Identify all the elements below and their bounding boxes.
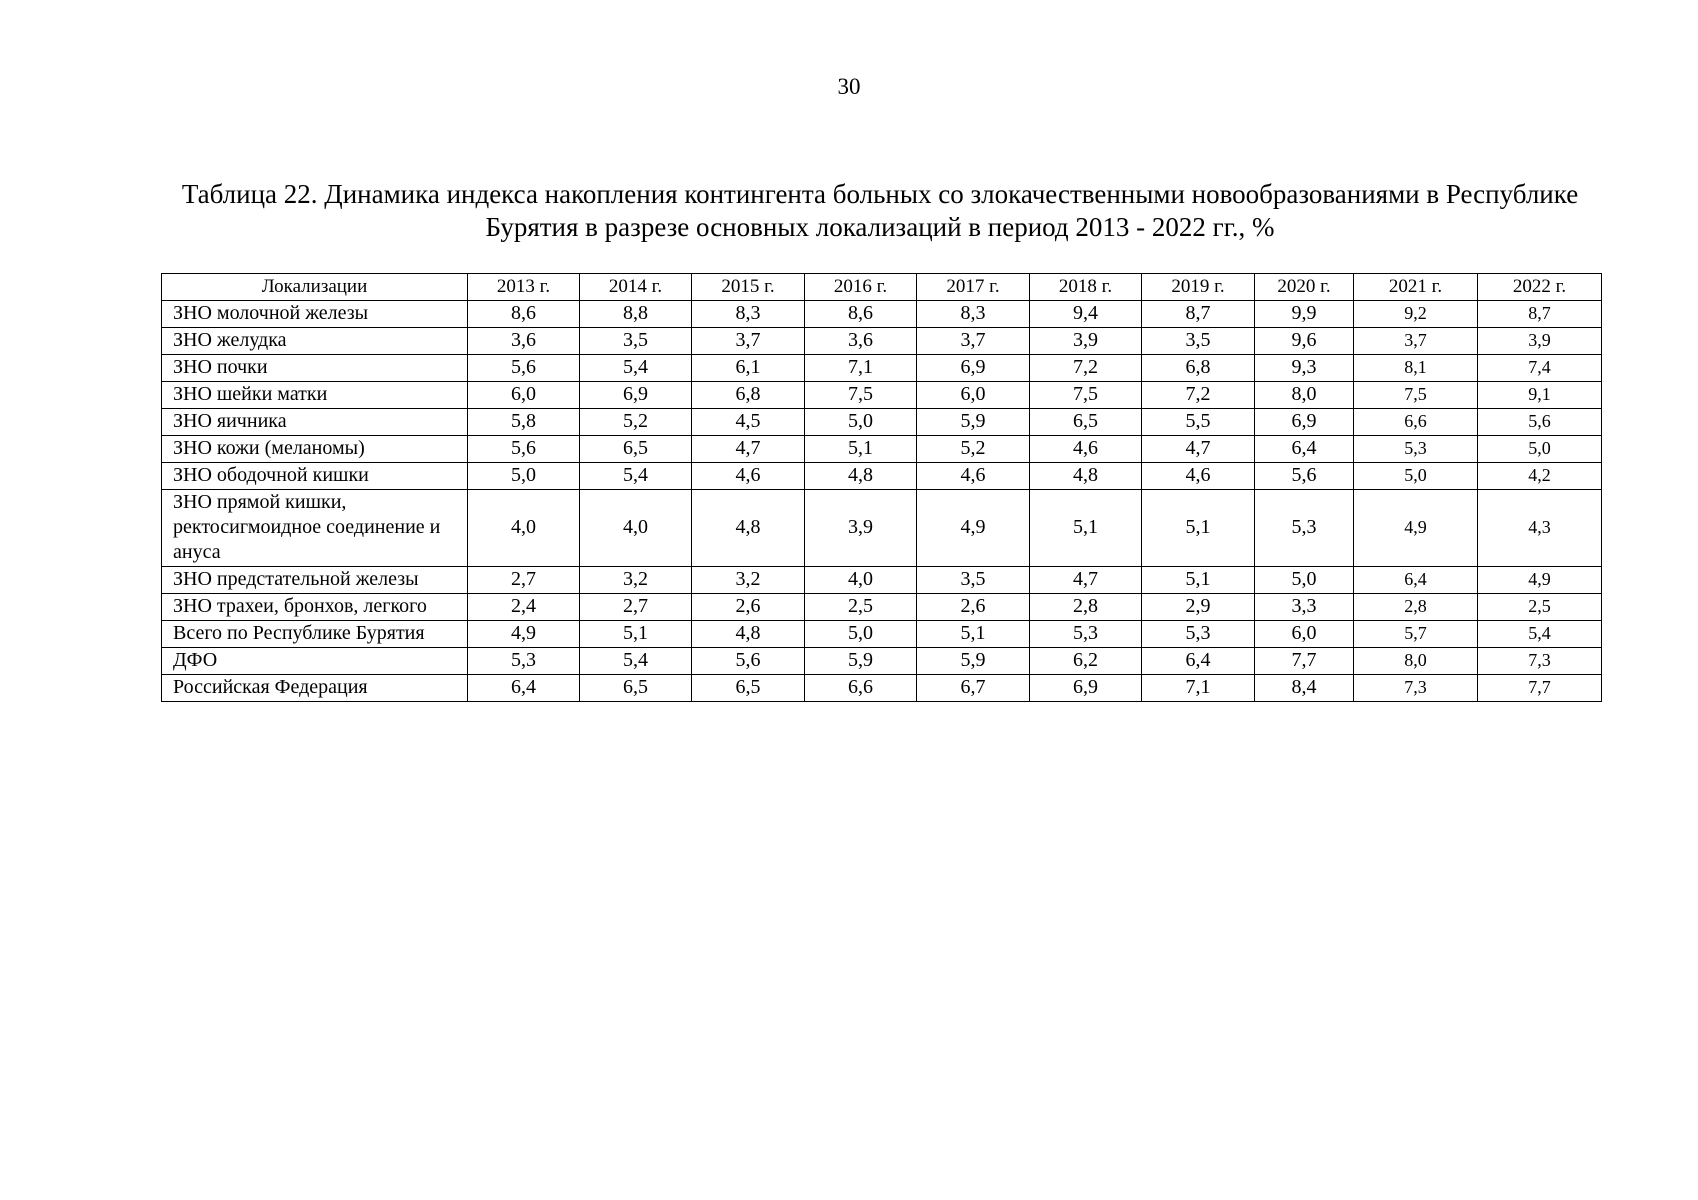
value-cell: 7,2 xyxy=(1030,355,1142,382)
value-cell: 5,6 xyxy=(468,355,580,382)
header-cell: 2019 г. xyxy=(1142,274,1255,301)
value-cell: 5,4 xyxy=(1478,621,1602,648)
value-cell: 9,3 xyxy=(1255,355,1354,382)
header-cell: 2018 г. xyxy=(1030,274,1142,301)
value-cell: 5,0 xyxy=(468,463,580,490)
value-cell: 3,9 xyxy=(1478,328,1602,355)
value-cell: 5,2 xyxy=(580,409,692,436)
value-cell: 3,7 xyxy=(917,328,1030,355)
value-cell: 3,3 xyxy=(1255,594,1354,621)
value-cell: 5,3 xyxy=(468,648,580,675)
value-cell: 8,7 xyxy=(1142,301,1255,328)
value-cell: 6,9 xyxy=(917,355,1030,382)
table-row xyxy=(162,301,1602,328)
value-cell: 6,5 xyxy=(580,675,692,702)
value-cell: 5,9 xyxy=(917,648,1030,675)
value-cell: 6,2 xyxy=(1030,648,1142,675)
value-cell: 6,0 xyxy=(468,382,580,409)
table-row xyxy=(162,328,1602,355)
value-cell: 2,9 xyxy=(1142,594,1255,621)
table-header-row xyxy=(162,274,1602,301)
value-cell: 7,4 xyxy=(1478,355,1602,382)
value-cell: 2,6 xyxy=(917,594,1030,621)
table-row xyxy=(162,409,1602,436)
value-cell: 4,6 xyxy=(917,463,1030,490)
value-cell: 5,4 xyxy=(580,463,692,490)
value-cell: 4,8 xyxy=(1030,463,1142,490)
value-cell: 4,6 xyxy=(692,463,805,490)
value-cell: 2,5 xyxy=(1478,594,1602,621)
value-cell: 6,0 xyxy=(917,382,1030,409)
value-cell: 6,4 xyxy=(468,675,580,702)
row-label: ЗНО ободочной кишки xyxy=(162,463,468,490)
value-cell: 6,4 xyxy=(1354,567,1478,594)
value-cell: 2,4 xyxy=(468,594,580,621)
value-cell: 6,6 xyxy=(1354,409,1478,436)
header-cell: 2015 г. xyxy=(692,274,805,301)
value-cell: 8,7 xyxy=(1478,301,1602,328)
data-table xyxy=(161,273,1602,702)
value-cell: 4,7 xyxy=(692,436,805,463)
value-cell: 4,9 xyxy=(468,621,580,648)
value-cell: 7,7 xyxy=(1478,675,1602,702)
header-cell: 2016 г. xyxy=(805,274,917,301)
value-cell: 5,2 xyxy=(917,436,1030,463)
row-label: ЗНО яичника xyxy=(162,409,468,436)
value-cell: 6,9 xyxy=(1030,675,1142,702)
table-row xyxy=(162,436,1602,463)
value-cell: 2,5 xyxy=(805,594,917,621)
row-label: Всего по Республике Бурятия xyxy=(162,621,468,648)
value-cell: 2,8 xyxy=(1354,594,1478,621)
value-cell: 4,5 xyxy=(692,409,805,436)
table-row xyxy=(162,594,1602,621)
value-cell: 3,5 xyxy=(917,567,1030,594)
value-cell: 6,1 xyxy=(692,355,805,382)
value-cell: 5,1 xyxy=(1142,567,1255,594)
value-cell: 8,3 xyxy=(917,301,1030,328)
value-cell: 5,3 xyxy=(1255,490,1354,567)
table-body xyxy=(162,301,1602,702)
value-cell: 4,6 xyxy=(1030,436,1142,463)
value-cell: 5,4 xyxy=(580,648,692,675)
value-cell: 2,8 xyxy=(1030,594,1142,621)
value-cell: 4,7 xyxy=(1030,567,1142,594)
value-cell: 6,5 xyxy=(1030,409,1142,436)
value-cell: 5,0 xyxy=(1255,567,1354,594)
value-cell: 6,0 xyxy=(1255,621,1354,648)
value-cell: 4,8 xyxy=(692,490,805,567)
value-cell: 5,1 xyxy=(1030,490,1142,567)
value-cell: 5,6 xyxy=(692,648,805,675)
value-cell: 7,2 xyxy=(1142,382,1255,409)
header-cell: 2013 г. xyxy=(468,274,580,301)
value-cell: 9,2 xyxy=(1354,301,1478,328)
value-cell: 6,5 xyxy=(580,436,692,463)
table-row xyxy=(162,355,1602,382)
value-cell: 7,7 xyxy=(1255,648,1354,675)
value-cell: 8,1 xyxy=(1354,355,1478,382)
value-cell: 5,8 xyxy=(468,409,580,436)
value-cell: 5,1 xyxy=(580,621,692,648)
value-cell: 5,6 xyxy=(468,436,580,463)
value-cell: 5,0 xyxy=(1354,463,1478,490)
value-cell: 9,4 xyxy=(1030,301,1142,328)
table-row xyxy=(162,648,1602,675)
value-cell: 4,8 xyxy=(692,621,805,648)
value-cell: 4,9 xyxy=(1354,490,1478,567)
value-cell: 3,9 xyxy=(805,490,917,567)
value-cell: 6,9 xyxy=(1255,409,1354,436)
value-cell: 3,5 xyxy=(1142,328,1255,355)
row-label: ЗНО прямой кишки, ректосигмоидное соединение и ануса xyxy=(162,490,468,567)
value-cell: 5,7 xyxy=(1354,621,1478,648)
value-cell: 5,0 xyxy=(805,621,917,648)
value-cell: 7,1 xyxy=(805,355,917,382)
value-cell: 8,4 xyxy=(1255,675,1354,702)
value-cell: 4,0 xyxy=(580,490,692,567)
row-label: ЗНО желудка xyxy=(162,328,468,355)
value-cell: 6,4 xyxy=(1255,436,1354,463)
value-cell: 4,9 xyxy=(917,490,1030,567)
row-label: ЗНО кожи (меланомы) xyxy=(162,436,468,463)
row-label: Российская Федерация xyxy=(162,675,468,702)
table-row xyxy=(162,675,1602,702)
value-cell: 5,1 xyxy=(1142,490,1255,567)
row-label: ЗНО почки xyxy=(162,355,468,382)
value-cell: 3,9 xyxy=(1030,328,1142,355)
row-label: ЗНО трахеи, бронхов, легкого xyxy=(162,594,468,621)
value-cell: 3,2 xyxy=(692,567,805,594)
value-cell: 4,8 xyxy=(805,463,917,490)
page-number: 30 xyxy=(837,74,861,99)
value-cell: 9,1 xyxy=(1478,382,1602,409)
value-cell: 4,6 xyxy=(1142,463,1255,490)
value-cell: 6,5 xyxy=(692,675,805,702)
value-cell: 4,3 xyxy=(1478,490,1602,567)
row-label: ДФО xyxy=(162,648,468,675)
value-cell: 7,3 xyxy=(1354,675,1478,702)
value-cell: 5,9 xyxy=(805,648,917,675)
header-cell: 2020 г. xyxy=(1255,274,1354,301)
value-cell: 5,1 xyxy=(805,436,917,463)
value-cell: 5,4 xyxy=(580,355,692,382)
value-cell: 4,0 xyxy=(805,567,917,594)
header-cell: Локализации xyxy=(162,274,468,301)
row-label: ЗНО шейки матки xyxy=(162,382,468,409)
value-cell: 7,5 xyxy=(805,382,917,409)
table-row xyxy=(162,463,1602,490)
table-title: Таблица 22. Динамика индекса накопления контингента больных со злокачественными новообразованиями в Республике Бурятия в разрезе основных локализаций в период 2013 - 2022 гг., % xyxy=(181,179,1579,242)
value-cell: 9,6 xyxy=(1255,328,1354,355)
row-label: ЗНО предстательной железы xyxy=(162,567,468,594)
value-cell: 8,0 xyxy=(1354,648,1478,675)
value-cell: 3,7 xyxy=(1354,328,1478,355)
value-cell: 5,6 xyxy=(1255,463,1354,490)
value-cell: 6,8 xyxy=(1142,355,1255,382)
table-row xyxy=(162,567,1602,594)
value-cell: 3,2 xyxy=(580,567,692,594)
table-row xyxy=(162,490,1602,567)
value-cell: 7,3 xyxy=(1478,648,1602,675)
value-cell: 2,6 xyxy=(692,594,805,621)
value-cell: 2,7 xyxy=(580,594,692,621)
value-cell: 8,8 xyxy=(580,301,692,328)
value-cell: 5,3 xyxy=(1030,621,1142,648)
value-cell: 3,6 xyxy=(805,328,917,355)
value-cell: 5,1 xyxy=(917,621,1030,648)
value-cell: 2,7 xyxy=(468,567,580,594)
value-cell: 5,3 xyxy=(1354,436,1478,463)
value-cell: 6,4 xyxy=(1142,648,1255,675)
table-row xyxy=(162,382,1602,409)
value-cell: 3,6 xyxy=(468,328,580,355)
value-cell: 5,9 xyxy=(917,409,1030,436)
value-cell: 9,9 xyxy=(1255,301,1354,328)
value-cell: 3,7 xyxy=(692,328,805,355)
value-cell: 5,0 xyxy=(1478,436,1602,463)
value-cell: 3,5 xyxy=(580,328,692,355)
row-label: ЗНО молочной железы xyxy=(162,301,468,328)
value-cell: 8,6 xyxy=(468,301,580,328)
value-cell: 7,5 xyxy=(1354,382,1478,409)
value-cell: 4,0 xyxy=(468,490,580,567)
header-cell: 2017 г. xyxy=(917,274,1030,301)
value-cell: 6,6 xyxy=(805,675,917,702)
value-cell: 8,3 xyxy=(692,301,805,328)
header-cell: 2022 г. xyxy=(1478,274,1602,301)
value-cell: 7,5 xyxy=(1030,382,1142,409)
value-cell: 6,7 xyxy=(917,675,1030,702)
value-cell: 6,9 xyxy=(580,382,692,409)
value-cell: 4,9 xyxy=(1478,567,1602,594)
table-row xyxy=(162,621,1602,648)
value-cell: 8,0 xyxy=(1255,382,1354,409)
value-cell: 5,3 xyxy=(1142,621,1255,648)
value-cell: 6,8 xyxy=(692,382,805,409)
value-cell: 5,0 xyxy=(805,409,917,436)
header-cell: 2021 г. xyxy=(1354,274,1478,301)
value-cell: 5,6 xyxy=(1478,409,1602,436)
value-cell: 8,6 xyxy=(805,301,917,328)
value-cell: 4,2 xyxy=(1478,463,1602,490)
value-cell: 5,5 xyxy=(1142,409,1255,436)
header-cell: 2014 г. xyxy=(580,274,692,301)
value-cell: 7,1 xyxy=(1142,675,1255,702)
value-cell: 4,7 xyxy=(1142,436,1255,463)
